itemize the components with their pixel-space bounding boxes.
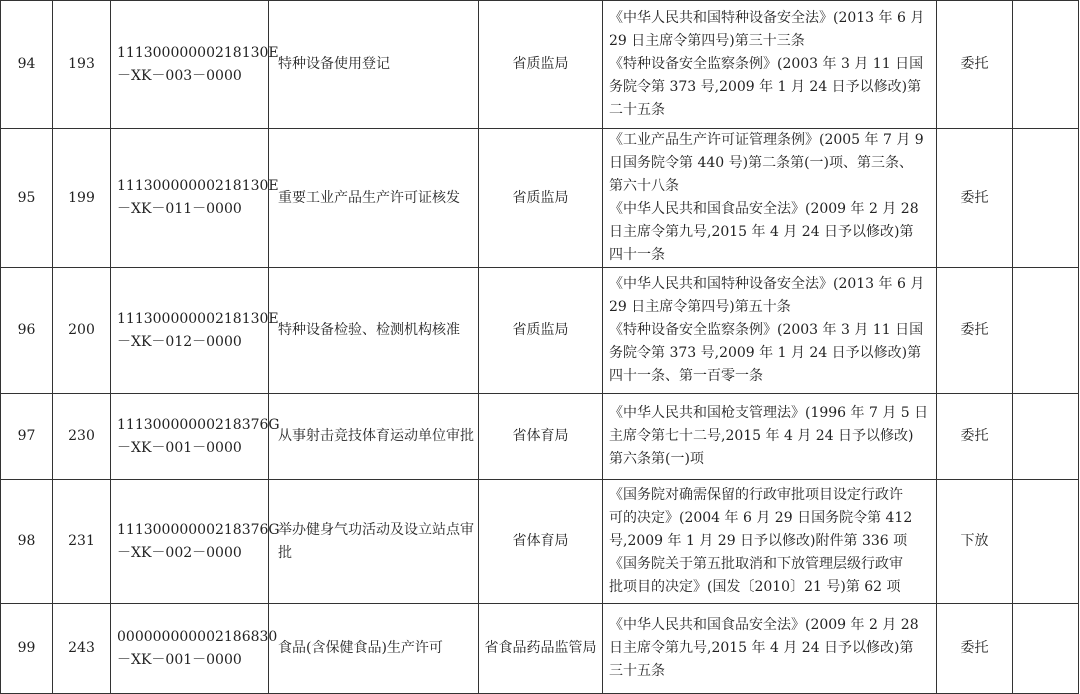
legal-basis-line: 务院令第 373 号,2009 年 1 月 24 日予以修改)第 xyxy=(609,79,922,95)
item-code xyxy=(111,1,279,129)
legal-basis-line: 第六条第(一)项 xyxy=(609,451,704,467)
department: 省体育局 xyxy=(479,394,603,480)
department: 省质监局 xyxy=(479,129,603,268)
legal-basis-line: 二十五条 xyxy=(609,102,665,118)
delegation-mode: 委托 xyxy=(937,1,1013,129)
legal-basis-line: 29 日主席令第四号)第三十三条 xyxy=(609,33,805,49)
legal-basis-line: 《中华人民共和国特种设备安全法》(2013 年 6 月 xyxy=(609,276,925,292)
legal-basis-line: 可的决定》(2004 年 6 月 29 日国务院令第 412 xyxy=(609,510,913,526)
legal-basis xyxy=(603,129,937,268)
item-code-line: －XK－001－0000 xyxy=(117,439,242,456)
legal-basis-line: 《特种设备安全监察条例》(2003 年 3 月 11 日国 xyxy=(609,56,924,72)
item-code-line: －XK－003－0000 xyxy=(117,67,242,84)
table-row xyxy=(1,1,1079,129)
legal-basis xyxy=(603,480,937,604)
row-number: 95 xyxy=(1,129,53,268)
delegation-mode: 委托 xyxy=(937,268,1013,394)
department: 省食品药品监管局 xyxy=(479,604,603,694)
blank-cell xyxy=(1013,394,1079,480)
table-body xyxy=(1,1,1079,694)
department: 省质监局 xyxy=(479,1,603,129)
legal-basis-line: 《国务院关于第五批取消和下放管理层级行政审 xyxy=(609,556,903,572)
item-code xyxy=(111,268,279,394)
item-code-line: －XK－012－0000 xyxy=(117,333,242,350)
item-code xyxy=(111,129,279,268)
legal-basis xyxy=(603,394,937,480)
legal-basis-line: 三十五条 xyxy=(609,663,665,679)
item-sequence: 193 xyxy=(53,1,111,129)
item-code-line: 11130000000218130E xyxy=(117,310,279,327)
item-name: 举办健身气功活动及设立站点审批 xyxy=(269,480,479,604)
table-row xyxy=(1,604,1079,694)
item-sequence: 231 xyxy=(53,480,111,604)
blank-cell xyxy=(1013,268,1079,394)
legal-basis-line: 日主席令第九号,2015 年 4 月 24 日予以修改)第 xyxy=(609,224,914,240)
item-code-line: －XK－002－0000 xyxy=(117,544,242,561)
legal-basis-line: 29 日主席令第四号)第五十条 xyxy=(609,299,791,315)
legal-basis-line: 《中华人民共和国食品安全法》(2009 年 2 月 28 xyxy=(609,617,919,633)
item-name: 特种设备使用登记 xyxy=(269,1,479,129)
legal-basis-line: 《特种设备安全监察条例》(2003 年 3 月 11 日国 xyxy=(609,322,924,338)
legal-basis-line: 批项目的决定》(国发〔2010〕21 号)第 62 项 xyxy=(609,579,901,595)
row-number: 96 xyxy=(1,268,53,394)
legal-basis-line: 《中华人民共和国特种设备安全法》(2013 年 6 月 xyxy=(609,10,925,26)
legal-basis-line: 《中华人民共和国枪支管理法》(1996 年 7 月 5 日 xyxy=(609,405,929,421)
item-code-line: 000000000002186830 xyxy=(117,628,278,645)
item-code-line: 11130000000218376G xyxy=(117,521,280,538)
item-code xyxy=(111,480,280,604)
table-row xyxy=(1,480,1079,604)
legal-basis-line: 四十一条 xyxy=(609,247,665,263)
item-name: 特种设备检验、检测机构核准 xyxy=(269,268,479,394)
item-sequence: 243 xyxy=(53,604,111,694)
item-code xyxy=(111,604,278,694)
legal-basis-line: 务院令第 373 号,2009 年 1 月 24 日予以修改)第 xyxy=(609,345,922,361)
item-code-line: 11130000000218376G xyxy=(117,416,280,433)
legal-basis xyxy=(603,268,937,394)
department: 省质监局 xyxy=(479,268,603,394)
department: 省体育局 xyxy=(479,480,603,604)
item-name: 从事射击竞技体育运动单位审批 xyxy=(269,394,479,480)
blank-cell xyxy=(1013,129,1079,268)
row-number: 94 xyxy=(1,1,53,129)
legal-basis-line: 四十一条、第一百零一条 xyxy=(609,368,763,384)
blank-cell xyxy=(1013,1,1079,129)
item-code-line: －XK－001－0000 xyxy=(117,651,242,668)
table-row xyxy=(1,394,1079,480)
legal-basis xyxy=(603,1,937,129)
blank-cell xyxy=(1013,604,1079,694)
item-name: 食品(含保健食品)生产许可 xyxy=(269,604,479,694)
legal-basis-line: 号,2009 年 1 月 29 日予以修改)附件第 336 项 xyxy=(609,533,908,549)
table-row xyxy=(1,129,1079,268)
item-name: 重要工业产品生产许可证核发 xyxy=(269,129,479,268)
blank-cell xyxy=(1013,480,1079,604)
row-number: 98 xyxy=(1,480,53,604)
legal-basis-line: 《中华人民共和国食品安全法》(2009 年 2 月 28 xyxy=(609,201,919,217)
legal-basis-line: 第六十八条 xyxy=(609,178,679,194)
item-sequence: 200 xyxy=(53,268,111,394)
item-code-line: －XK－011－0000 xyxy=(117,201,242,217)
item-code xyxy=(111,394,280,480)
delegation-mode: 下放 xyxy=(937,480,1013,604)
legal-basis-line: 《国务院对确需保留的行政审批项目设定行政许 xyxy=(609,487,903,503)
legal-basis-line: 主席令第七十二号,2015 年 4 月 24 日予以修改) xyxy=(609,428,914,444)
legal-basis xyxy=(603,604,937,694)
item-code-line: 11130000000218130E xyxy=(117,178,279,194)
table-row xyxy=(1,268,1079,394)
row-number: 97 xyxy=(1,394,53,480)
item-code-line: 11130000000218130E xyxy=(117,44,279,61)
delegation-mode: 委托 xyxy=(937,394,1013,480)
delegation-mode: 委托 xyxy=(937,604,1013,694)
item-sequence: 230 xyxy=(53,394,111,480)
legal-basis-line: 日国务院令第 440 号)第二条第(一)项、第三条、 xyxy=(609,155,914,171)
legal-basis-line: 《工业产品生产许可证管理条例》(2005 年 7 月 9 xyxy=(609,132,924,148)
delegation-mode: 委托 xyxy=(937,129,1013,268)
item-sequence: 199 xyxy=(53,129,111,268)
row-number: 99 xyxy=(1,604,53,694)
legal-basis-line: 日主席令第九号,2015 年 4 月 24 日予以修改)第 xyxy=(609,640,914,656)
